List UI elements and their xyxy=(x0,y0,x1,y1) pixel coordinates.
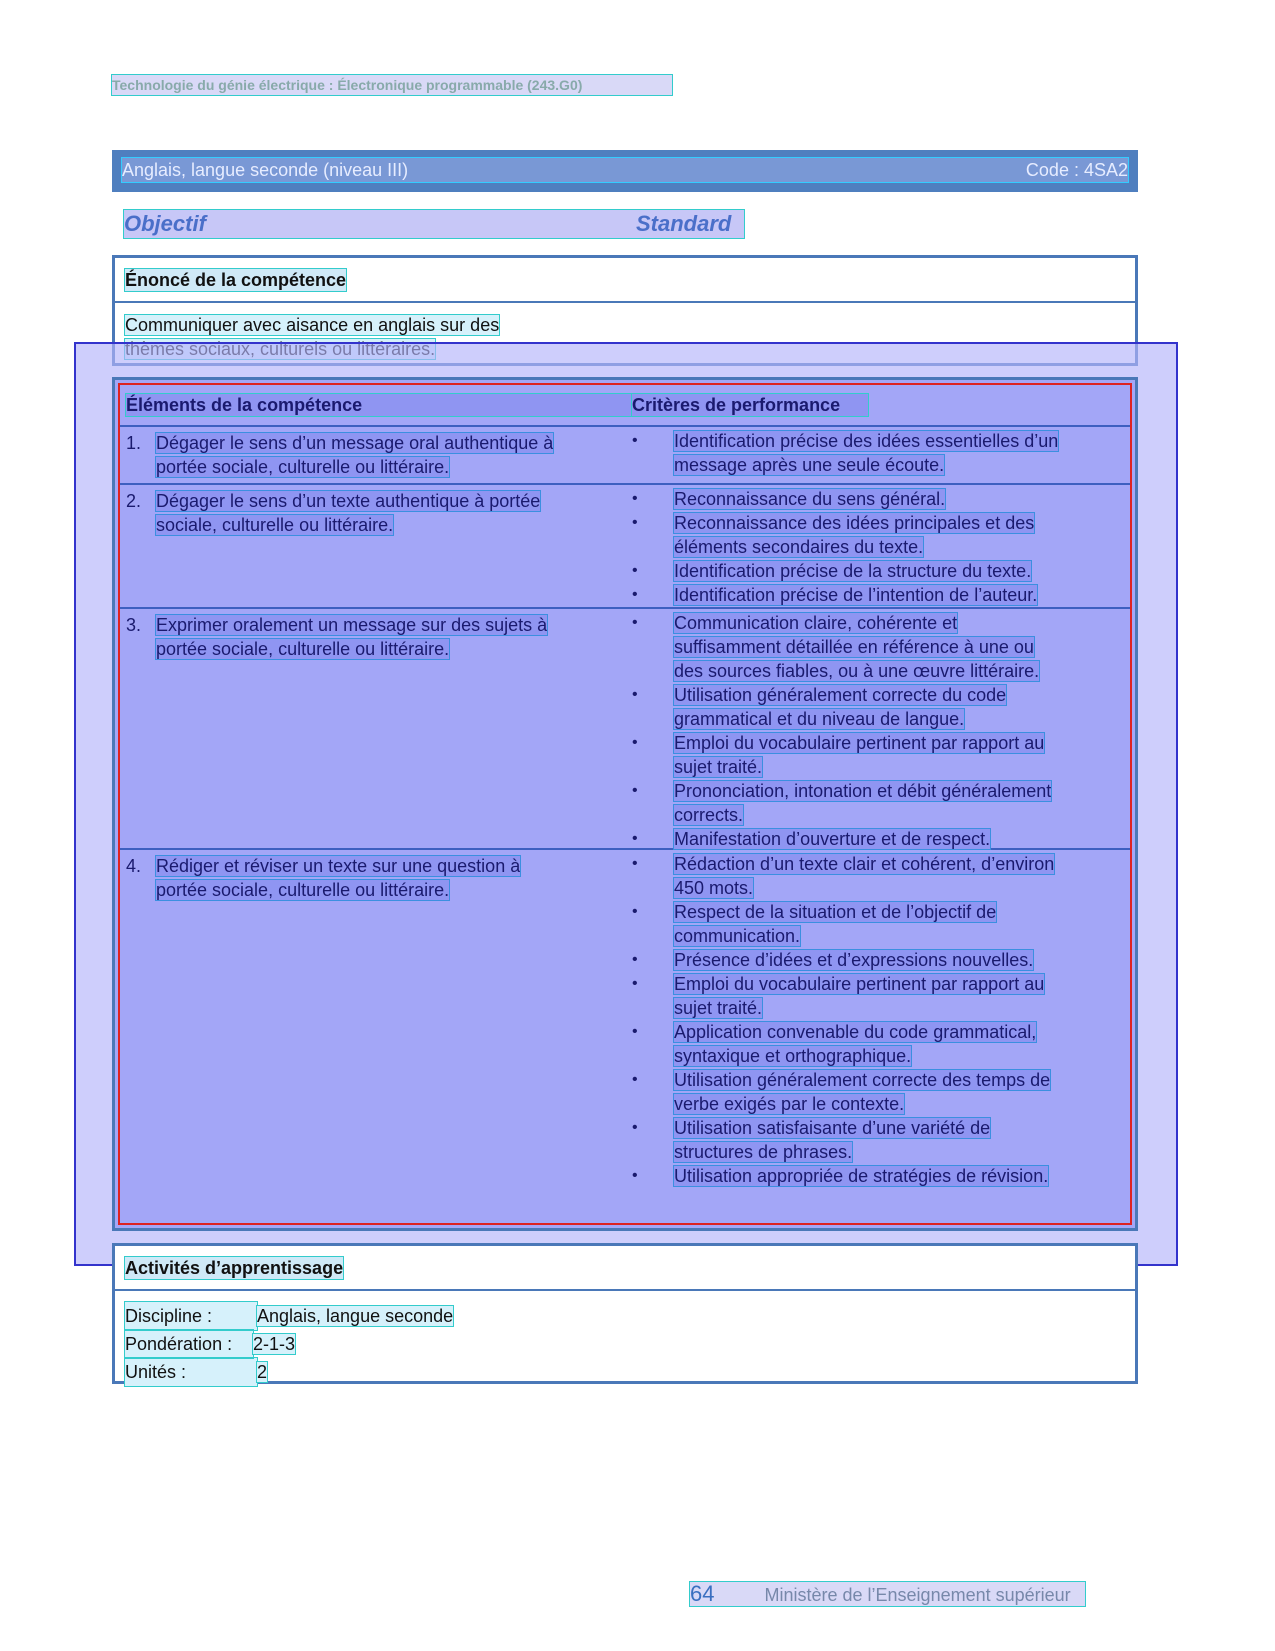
criterion-item xyxy=(632,611,1112,683)
criterion-text-line: Utilisation satisfaisante d’une variété de xyxy=(674,1118,991,1138)
criterion-text-line: Emploi du vocabulaire pertinent par rapport au xyxy=(674,974,1045,994)
element-text-line: portée sociale, culturelle ou littéraire. xyxy=(156,639,450,659)
discipline-label: Discipline : xyxy=(125,1302,257,1330)
criterion-text-line: Manifestation d’ouverture et de respect. xyxy=(674,829,991,849)
criteria-list xyxy=(632,487,1112,607)
element-text-line: portée sociale, culturelle ou littéraire. xyxy=(156,457,450,477)
element-text-line: Exprimer oralement un message sur des sujets à xyxy=(156,615,548,635)
bullet-icon: • xyxy=(632,1023,638,1040)
element-text-line: Dégager le sens d’un message oral authentique à xyxy=(156,433,554,453)
document-header: Technologie du génie électrique : Électronique programmable (243.G0) xyxy=(112,75,672,95)
element-text-line: portée sociale, culturelle ou littéraire. xyxy=(156,880,450,900)
bullet-icon: • xyxy=(632,975,638,992)
table-row xyxy=(120,607,1130,850)
criterion-item xyxy=(632,1164,1112,1188)
criteres-column-header: Critères de performance xyxy=(632,394,868,416)
criterion-text-line: Utilisation généralement correcte du code xyxy=(674,685,1007,705)
ponderation-row xyxy=(125,1330,453,1358)
criterion-text-line: corrects. xyxy=(674,805,744,825)
criterion-text-line: syntaxique et orthographique. xyxy=(674,1046,912,1066)
criteria-list xyxy=(632,611,1112,851)
table-row xyxy=(120,425,1130,485)
course-code: Code : 4SA2 xyxy=(1025,160,1128,180)
competence-element xyxy=(126,431,632,479)
table-row xyxy=(120,483,1130,609)
criterion-text-line: Emploi du vocabulaire pertinent par rapport au xyxy=(674,733,1045,753)
elements-column-header: Éléments de la compétence xyxy=(126,394,632,416)
table-header-row xyxy=(120,385,1130,427)
standard-heading: Standard xyxy=(636,211,732,236)
course-title: Anglais, langue seconde (niveau III) xyxy=(122,160,409,180)
element-number: 3. xyxy=(126,615,142,635)
criterion-item xyxy=(632,948,1112,972)
discipline-row xyxy=(125,1302,453,1330)
criteria-list xyxy=(632,852,1112,1188)
element-number: 4. xyxy=(126,856,142,876)
ponderation-value: 2-1-3 xyxy=(253,1334,296,1354)
bullet-icon: • xyxy=(632,855,638,872)
criterion-text-line: Identification précise des idées essentielles d’un xyxy=(674,431,1059,451)
criterion-text-line: Respect de la situation et de l’objectif de xyxy=(674,902,997,922)
criterion-text-line: Utilisation appropriée de stratégies de révision. xyxy=(674,1166,1049,1186)
competence-element xyxy=(126,613,632,661)
criterion-item xyxy=(632,559,1112,583)
ponderation-label: Pondération : xyxy=(125,1330,253,1358)
objectif-standard-heads xyxy=(124,210,744,238)
criterion-item xyxy=(632,511,1112,559)
criterion-item xyxy=(632,731,1112,779)
course-title-bar xyxy=(112,150,1138,192)
criterion-text-line: Rédaction d’un texte clair et cohérent, d’environ xyxy=(674,854,1055,874)
criterion-item xyxy=(632,1116,1112,1164)
competence-table xyxy=(112,377,1138,1231)
criterion-text-line: message après une seule écoute. xyxy=(674,455,945,475)
criterion-text-line: grammatical et du niveau de langue. xyxy=(674,709,965,729)
element-text-line: sociale, culturelle ou littéraire. xyxy=(156,515,394,535)
element-number: 2. xyxy=(126,491,142,511)
criterion-text-line: communication. xyxy=(674,926,801,946)
criterion-text-line: Identification précise de l’intention de l’auteur. xyxy=(674,585,1038,605)
bullet-icon: • xyxy=(632,782,638,799)
page-number: 64 xyxy=(690,1581,715,1606)
bullet-icon: • xyxy=(632,734,638,751)
criterion-item xyxy=(632,1020,1112,1068)
discipline-value: Anglais, langue seconde xyxy=(257,1306,454,1326)
criterion-text-line: Reconnaissance des idées principales et des xyxy=(674,513,1035,533)
activites-box xyxy=(112,1243,1138,1384)
ministry-name: Ministère de l’Enseignement supérieur xyxy=(764,1585,1071,1605)
enonce-line-1: Communiquer avec aisance en anglais sur des xyxy=(125,315,500,335)
criterion-text-line: Prononciation, intonation et débit généralement xyxy=(674,781,1052,801)
bullet-icon: • xyxy=(632,903,638,920)
element-number: 1. xyxy=(126,433,142,453)
bullet-icon: • xyxy=(632,432,638,449)
criterion-text-line: Utilisation généralement correcte des temps de xyxy=(674,1070,1051,1090)
enonce-heading: Énoncé de la compétence xyxy=(125,270,347,290)
page-footer xyxy=(690,1582,1085,1606)
bullet-icon: • xyxy=(632,614,638,631)
competence-element xyxy=(126,489,632,537)
bullet-icon: • xyxy=(632,951,638,968)
table-row xyxy=(120,848,1130,1184)
criterion-item xyxy=(632,779,1112,827)
criterion-text-line: Reconnaissance du sens général. xyxy=(674,489,946,509)
criterion-item xyxy=(632,852,1112,900)
unites-label: Unités : xyxy=(125,1358,257,1386)
criterion-item xyxy=(632,1068,1112,1116)
criterion-text-line: des sources fiables, ou à une œuvre littéraire. xyxy=(674,661,1040,681)
criterion-text-line: Présence d’idées et d’expressions nouvelles. xyxy=(674,950,1034,970)
unites-row xyxy=(125,1358,453,1386)
criterion-text-line: Identification précise de la structure du texte. xyxy=(674,561,1032,581)
criterion-text-line: verbe exigés par le contexte. xyxy=(674,1094,905,1114)
objectif-heading: Objectif xyxy=(124,211,206,236)
bullet-icon: • xyxy=(632,830,638,847)
bullet-icon: • xyxy=(632,562,638,579)
activites-heading: Activités d’apprentissage xyxy=(125,1258,344,1278)
criterion-text-line: structures de phrases. xyxy=(674,1142,853,1162)
element-text-line: Rédiger et réviser un texte sur une question à xyxy=(156,856,521,876)
unites-value: 2 xyxy=(257,1362,268,1382)
bullet-icon: • xyxy=(632,686,638,703)
criterion-item xyxy=(632,429,1112,477)
bullet-icon: • xyxy=(632,1167,638,1184)
bullet-icon: • xyxy=(632,514,638,531)
competence-element xyxy=(126,854,632,902)
competence-table-inner xyxy=(118,383,1132,1225)
criterion-item xyxy=(632,683,1112,731)
bullet-icon: • xyxy=(632,1071,638,1088)
criterion-item xyxy=(632,487,1112,511)
criterion-item xyxy=(632,972,1112,1020)
criterion-text-line: suffisamment détaillée en référence à une ou xyxy=(674,637,1034,657)
criteria-list xyxy=(632,429,1112,477)
criterion-text-line: éléments secondaires du texte. xyxy=(674,537,924,557)
criterion-text-line: sujet traité. xyxy=(674,757,763,777)
bullet-icon: • xyxy=(632,586,638,603)
criterion-item xyxy=(632,900,1112,948)
criterion-text-line: sujet traité. xyxy=(674,998,763,1018)
element-text-line: Dégager le sens d’un texte authentique à portée xyxy=(156,491,541,511)
criterion-text-line: 450 mots. xyxy=(674,878,754,898)
bullet-icon: • xyxy=(632,490,638,507)
criterion-text-line: Communication claire, cohérente et xyxy=(674,613,958,633)
criterion-item xyxy=(632,583,1112,607)
criterion-text-line: Application convenable du code grammatical, xyxy=(674,1022,1037,1042)
bullet-icon: • xyxy=(632,1119,638,1136)
